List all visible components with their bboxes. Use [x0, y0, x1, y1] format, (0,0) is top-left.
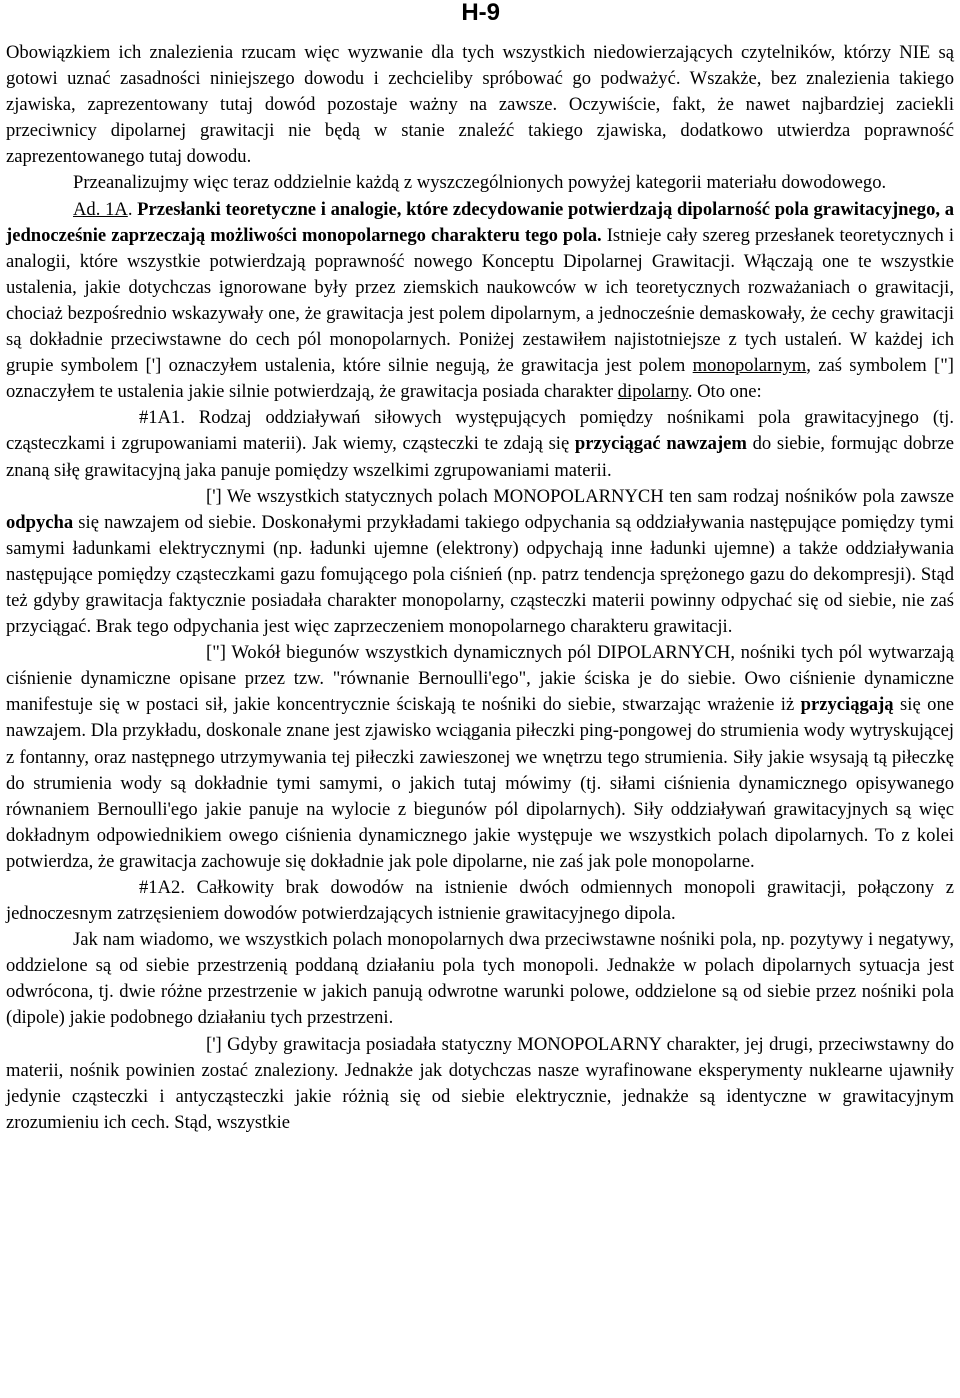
paragraph-text: #1A2. Całkowity brak dowodów na istnienie dwóch odmiennych monopoli grawitacji, połączony z jednoczesnym zatrzęsieniem dowodów potwierdzających istnienie grawitacyjnego dipola. — [6, 877, 954, 925]
underlined-term-dipolar: dipolarny — [617, 381, 688, 403]
paragraph-text: ['] We wszystkich statycznych polach MONOPOLARNYCH ten sam rodzaj nośników pola zawsze — [206, 485, 954, 507]
paragraph-text: Istnieje cały szereg przesłanek teoretycznych i analogii, które wszystkie potwierdzają poprawność nowego Konceptu Dipolarnej Grawitacji. Włączają one te wszystkie ustalenia, jakie dotychczas ignorowane były przez ziemskich naukowców w ich teoretycznych rozważaniach o grawitacji, chociaż bezpośrednio wskazywały one, że grawitacja jest polem dipolarnym, a jednocześnie demaskowały, że cechy grawitacji są dokładnie przeciwstawne do cech pól monopolarnych. Poniżej zestawiłem najistotniejsze z tych ustaleń. W każdej ich grupie symbolem ['] oznaczyłem ustalenia, które silnie negują, że grawitacja jest polem — [6, 224, 954, 377]
paragraph-text: . — [127, 198, 138, 220]
paragraph-dipolar-argument — [6, 640, 954, 875]
paragraph-text: się nawzajem od siebie. Doskonałymi przykładami takiego odpychania są oddziaływania następujące pomiędzy tymi samymi ładunkami elektrycznymi (np. ładunki ujemne (elektrony) odpychają inne ładunki ujemne) a także oddziaływania następujące pomiędzy cząsteczkami gazu fomującego pola ciśnień (np. patrz tendencja sprężonego gazu do dekompresji). Stąd też gdyby grawitacja faktycznie posiadała charakter monopolarny, cząsteczki materii powinny odpychać się od siebie, nie zaś przyciągać. Brak tego odpychania jest więc zaprzeczeniem monopolarnego charakteru grawitacji. — [6, 511, 954, 638]
paragraph-text: ['] Gdyby grawitacja posiadała statyczny MONOPOLARNY charakter, jej drugi, przeciwstawny do materii, nośnik powinien zostać znaleziony. Jednakże jak dotychczas nasze wyrafinowane eksperymenty nuklearne ujawniły jedynie cząsteczki i antycząsteczki jakie różnią się od siebie elektrycznie, jednakże są identyczne w grawitacyjnym zrozumieniu ich cech. Stąd, wszystkie — [6, 1033, 954, 1133]
paragraph-static-monopolar — [6, 1032, 954, 1136]
paragraph-analysis — [6, 170, 954, 196]
paragraph-text: #1A1. Rodzaj oddziaływań siłowych występujących pomiędzy nośnikami pola grawitacyjnego (tj. cząsteczkami i zgrupowaniami materii). Jak wiemy, cząsteczki te zdają się — [6, 407, 954, 455]
paragraph-text: Przeanalizujmy więc teraz oddzielnie każdą z wyszczególnionych powyżej kategorii materiału dowodowego. — [73, 172, 887, 194]
paragraph-text: ["] Wokół biegunów wszystkich dynamicznych pól DIPOLARNYCH, nośniki tych pól wytwarzają ciśnienie dynamiczne opisane przez tzw. "równanie Bernoulli'ego", jakie ściska je do siebie. Owo ciśnienie dynamiczne manifestuje się w postaci sił, jakie koncentrycznie ściskają te nośniki do siebie, stwarzając wrażenie iż — [6, 642, 954, 716]
paragraph-monopoles — [6, 927, 954, 1031]
paragraph-text: , zaś symbolem ["] oznaczyłem te ustalenia jakie silnie potwierdzają, że grawitacja posiada charakter — [6, 355, 954, 403]
paragraph-intro — [6, 40, 954, 170]
section-heading-bold: Przesłanki teoretyczne i analogie, które zdecydowanie potwierdzają dipolarność pola grawitacyjnego, a jednocześnie zaprzeczają możliwości monopolarnego charakteru tego pola. — [6, 198, 955, 246]
paragraph-text: się one nawzajem. Dla przykładu, doskonale znane jest zjawisko wciągania piłeczki ping-pongowej do strumienia wody wytryskującej z fontanny, oraz następnego utrzymywania tej piłeczki zawieszonej we wnętrzu tego strumienia. Siły jakie wsysają tą piłeczkę do strumienia wody są dokładnie tymi samymi, o jakich tutaj mówimy (tj. siłami ciśnienia dynamicznego opisywanego równaniem Bernoulli'ego jakie panuje na wylocie z biegunów pól dipolarnych). Siły oddziaływań grawitacyjnych są więc dokładnym odpowiednikiem owego ciśnienia dynamicznego jakie występuje we wszystkich polach dipolarnych. To z kolei potwierdza, że grawitacja zachowuje się dokładnie jak pole dipolarne, nie zaś jak pole monopolarne. — [6, 694, 954, 872]
paragraph-text: Jak nam wiadomo, we wszystkich polach monopolarnych dwa przeciwstawne nośniki pola, np. pozytywy i negatywy, oddzielone są od siebie przestrzenią poddaną działaniu pola tych monopoli. Jednakże w polach dipolarnych sytuacja jest odwrócona, tj. dwie różne przestrzenie w jakich panują odwrotne warunki polowe, oddzielone są od siebie przez nośniki pola (dipole) jakie podobnego działaniu tych przestrzeni. — [6, 929, 954, 1029]
bold-phrase: przyciągać nawzajem — [574, 433, 747, 455]
paragraph-text: Obowiązkiem ich znalezienia rzucam więc wyzwanie dla tych wszystkich niedowierzających czytelników, którzy NIE są gotowi uznać zasadności niniejszego dowodu i zechcieliby spróbować go podważyć. Wszakże, bez znalezienia takiego zjawiska, zaprezentowany tutaj dowód pozostaje ważny na zawsze. Oczywiście, fakt, że nawet najbardziej zaciekli przeciwnicy dipolarnej grawitacji nie będą w stanie znaleźć takiego zjawiska, dodatkowo utwierdza poprawność zaprezentowanego tutaj dowodu. — [6, 42, 954, 168]
document-body — [6, 40, 954, 1136]
section-reference-link[interactable]: Ad. 1A — [73, 198, 128, 220]
paragraph-text: do siebie, formując dobrze znaną siłę grawitacyjną jaka panuje pomiędzy wszelkimi zgrupowaniami materii. — [6, 433, 955, 481]
paragraph-1a1 — [6, 405, 954, 483]
bold-phrase: przyciągają — [800, 694, 894, 716]
page-number-header: H-9 — [461, 0, 500, 26]
paragraph-text: . Oto one: — [687, 381, 762, 403]
bold-phrase: odpycha — [6, 511, 74, 533]
paragraph-ad-1a — [6, 197, 954, 406]
paragraph-1a2 — [6, 875, 954, 927]
paragraph-monopolar-argument — [6, 484, 954, 641]
underlined-term-monopolar: monopolarnym — [692, 355, 807, 377]
